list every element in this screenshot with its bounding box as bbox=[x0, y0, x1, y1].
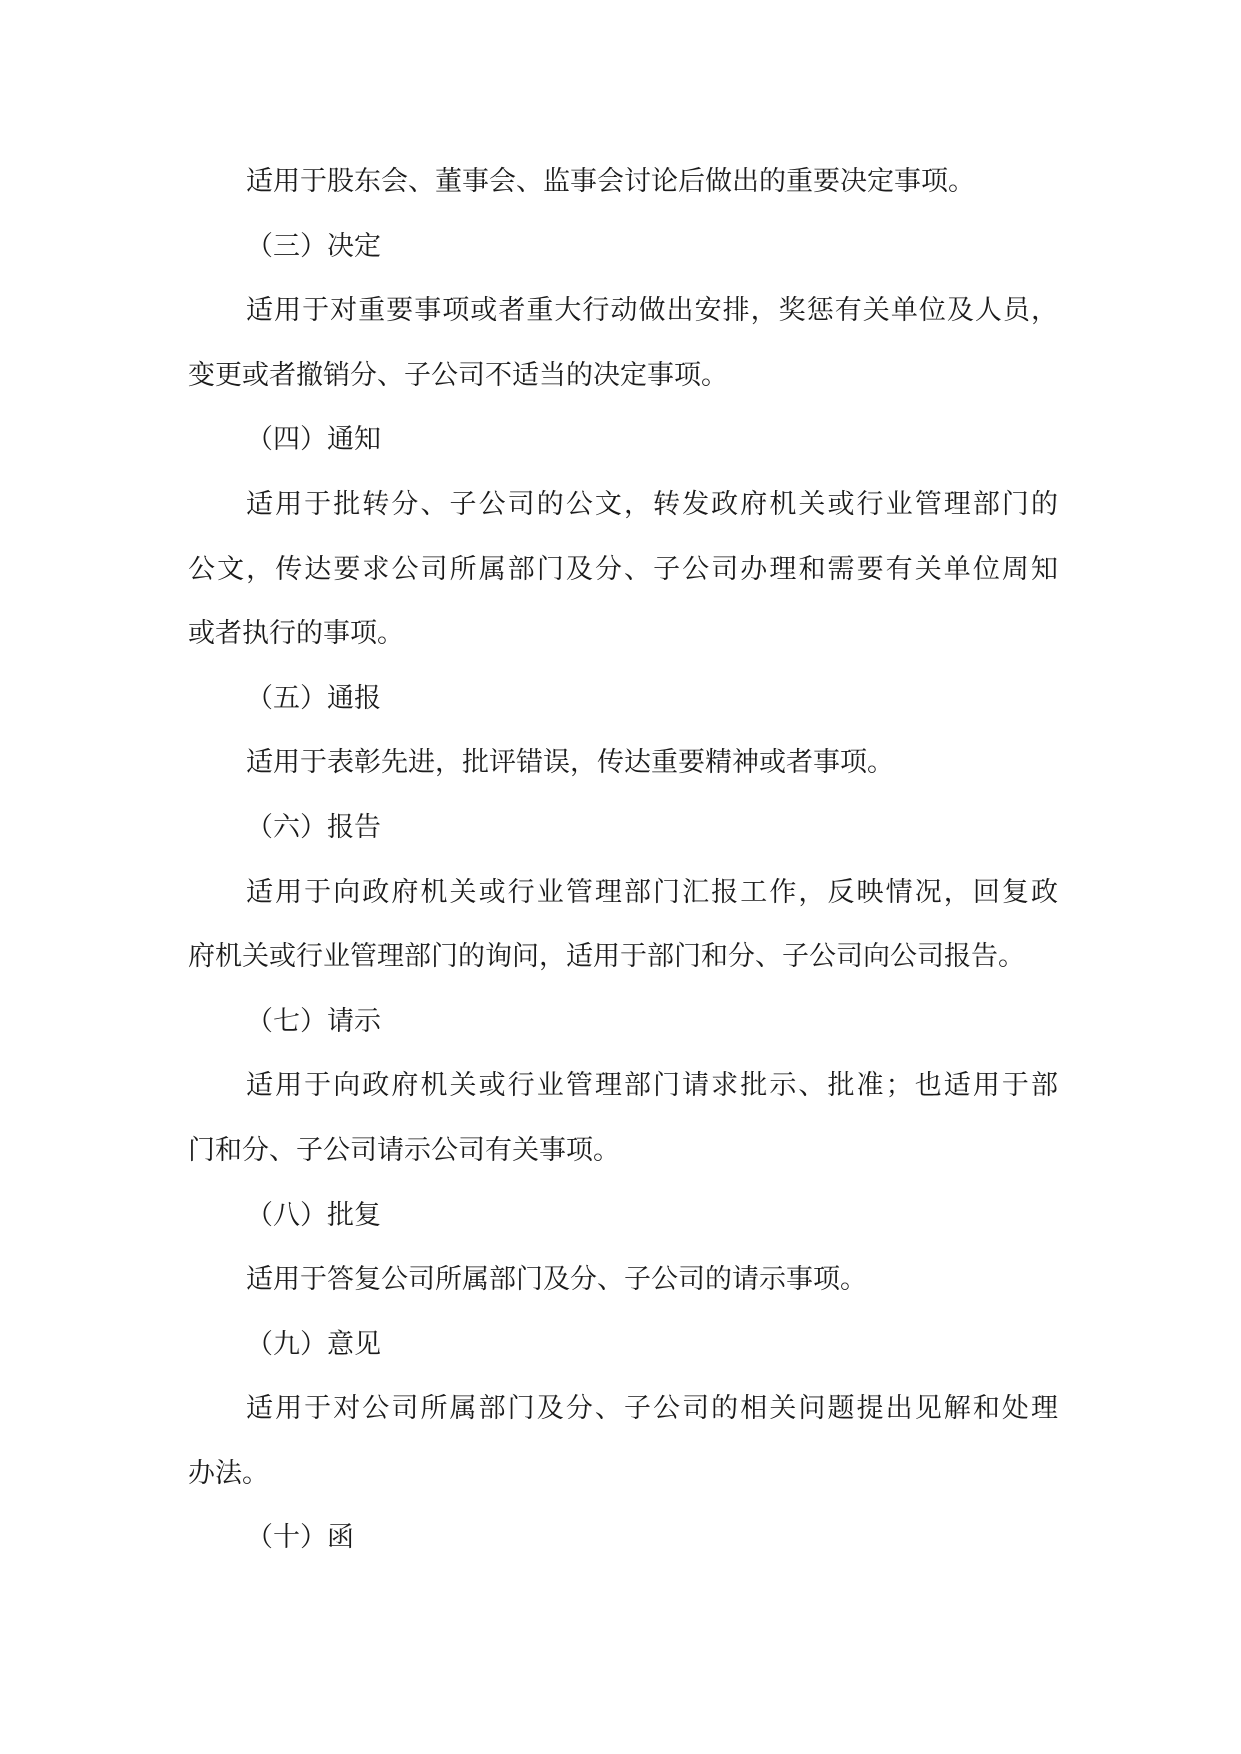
paragraph-line: 变更或者撤销分、子公司不适当的决定事项。 bbox=[188, 359, 728, 391]
paragraph-line: 适用于向政府机关或行业管理部门汇报工作，反映情况，回复政 bbox=[246, 876, 1058, 908]
paragraph-line: 或者执行的事项。 bbox=[188, 618, 404, 650]
paragraph-line: 适用于批转分、子公司的公文，转发政府机关或行业管理部门的 bbox=[246, 488, 1058, 520]
paragraph-line: 适用于答复公司所属部门及分、子公司的请示事项。 bbox=[246, 1264, 867, 1296]
paragraph-line: 适用于向政府机关或行业管理部门请求批示、批准；也适用于部 bbox=[246, 1070, 1058, 1102]
section-heading: （九）意见 bbox=[246, 1328, 381, 1360]
paragraph-line: 适用于对公司所属部门及分、子公司的相关问题提出见解和处理 bbox=[246, 1393, 1058, 1425]
section-heading: （十）函 bbox=[246, 1522, 354, 1554]
paragraph-line: 适用于对重要事项或者重大行动做出安排，奖惩有关单位及人员， bbox=[246, 295, 1058, 327]
paragraph-line: 府机关或行业管理部门的询问，适用于部门和分、子公司向公司报告。 bbox=[188, 941, 1025, 973]
paragraph-line: 门和分、子公司请示公司有关事项。 bbox=[188, 1134, 620, 1166]
section-heading: （八）批复 bbox=[246, 1199, 381, 1231]
paragraph-line: 办法。 bbox=[188, 1457, 269, 1489]
paragraph-line: 适用于股东会、董事会、监事会讨论后做出的重要决定事项。 bbox=[246, 166, 975, 197]
section-heading: （四）通知 bbox=[246, 424, 381, 456]
paragraph-line: 适用于表彰先进，批评错误，传达重要精神或者事项。 bbox=[246, 747, 894, 779]
document-body bbox=[188, 150, 1058, 1571]
section-heading: （五）通报 bbox=[246, 682, 381, 714]
section-heading: （三）决定 bbox=[246, 230, 381, 262]
section-heading: （七）请示 bbox=[246, 1005, 381, 1037]
paragraph-line: 公文，传达要求公司所属部门及分、子公司办理和需要有关单位周知 bbox=[188, 553, 1058, 585]
section-heading: （六）报告 bbox=[246, 811, 381, 843]
